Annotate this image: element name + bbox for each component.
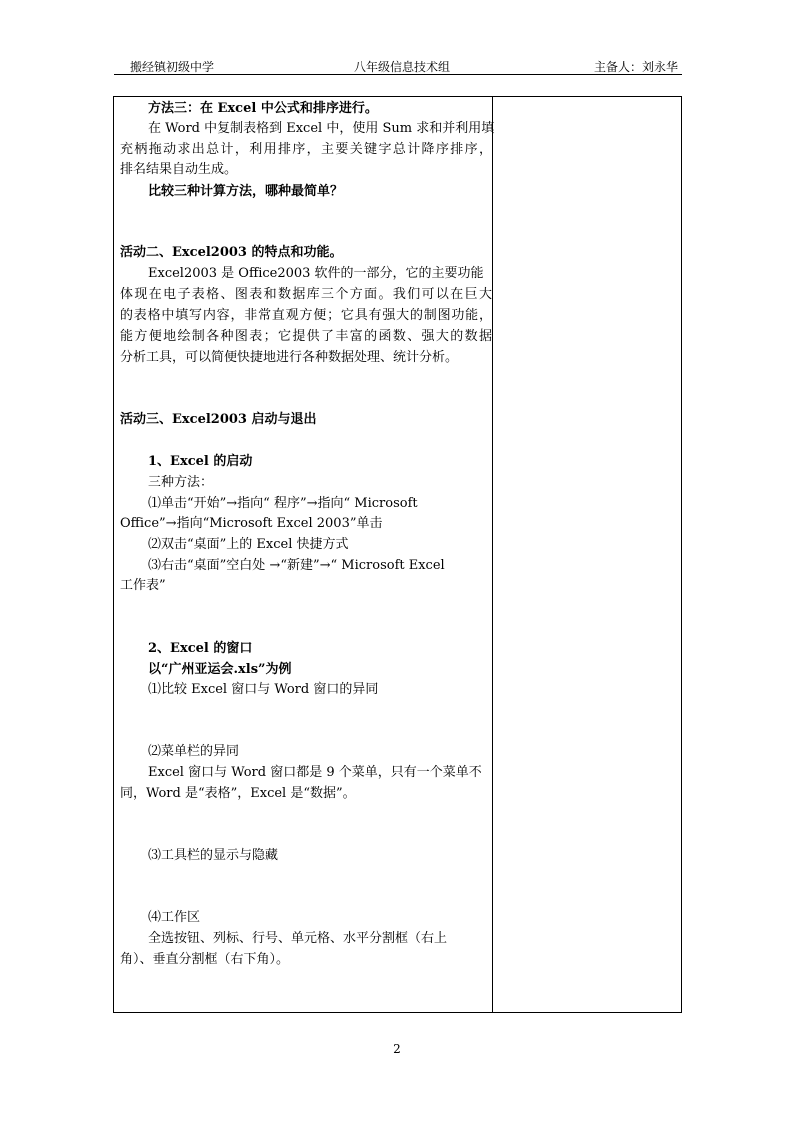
method3-line3: 排名结果自动生成。 bbox=[120, 162, 238, 177]
activity2-line: 的表格中填写内容，非常直观方便；它具有强大的制图功能， bbox=[120, 308, 492, 323]
startup-step1-b: Office”→指向“Microsoft Excel 2003”单击 bbox=[120, 516, 383, 531]
page-header bbox=[114, 56, 682, 74]
activity2-line: Excel2003 是 Office2003 软件的一部分，它的主要功能 bbox=[148, 266, 484, 281]
window-item4-b: 角）、垂直分割框（右下角）。 bbox=[120, 952, 290, 967]
header-school: 搬经镇初级中学 bbox=[130, 60, 215, 74]
activity2-line: 能方便地绘制各种图表；它提供了丰富的函数、强大的数据 bbox=[120, 329, 492, 344]
startup-intro: 三种方法： bbox=[148, 475, 214, 490]
activity2-line: 体现在电子表格、图表和数据库三个方面。我们可以在巨大 bbox=[120, 287, 492, 302]
notes-cell bbox=[493, 97, 681, 1012]
startup-step3-a: ⑶右击“桌面”空白处 →“新建”→“ Microsoft Excel bbox=[148, 558, 445, 573]
window-item2-a: Excel 窗口与 Word 窗口都是 9 个菜单，只有一个菜单不 bbox=[148, 765, 482, 780]
method3-line1: 在 Word 中复制表格到 Excel 中，使用 Sum 求和并利用填 bbox=[148, 121, 495, 136]
header-preparer: 主备人：刘永华 bbox=[593, 60, 678, 74]
startup-step3-b: 工作表” bbox=[120, 578, 166, 593]
method3-question: 比较三种计算方法，哪种最简单？ bbox=[148, 184, 344, 199]
activity2-title: 活动二、Excel2003 的特点和功能。 bbox=[120, 245, 343, 260]
method3-line2: 充柄拖动求出总计，利用排序，主要关键字总计降序排序， bbox=[120, 142, 492, 157]
window-item1: ⑴比较 Excel 窗口与 Word 窗口的异同 bbox=[148, 682, 379, 697]
lesson-table bbox=[113, 96, 682, 1013]
header-rule bbox=[114, 74, 682, 75]
activity2-line: 分析工具，可以简便快捷地进行各种数据处理、统计分析。 bbox=[120, 350, 459, 365]
window-item3: ⑶工具栏的显示与隐藏 bbox=[148, 848, 279, 863]
window-item4-a: 全选按钮、列标、行号、单元格、水平分割框（右上 bbox=[148, 931, 448, 946]
page-number: 2 bbox=[393, 1042, 401, 1056]
window-heading: 2、Excel 的窗口 bbox=[148, 641, 253, 656]
method3-title: 方法三：在 Excel 中公式和排序进行。 bbox=[148, 101, 378, 116]
window-example: 以“广州亚运会.xls”为例 bbox=[148, 662, 292, 677]
window-item2: ⑵菜单栏的异同 bbox=[148, 744, 240, 759]
window-item4: ⑷工作区 bbox=[148, 910, 201, 925]
activity3-title: 活动三、Excel2003 启动与退出 bbox=[120, 412, 317, 427]
startup-step2: ⑵双击“桌面”上的 Excel 快捷方式 bbox=[148, 537, 349, 552]
header-group: 八年级信息技术组 bbox=[354, 60, 451, 74]
startup-step1-a: ⑴单击“开始”→指向“ 程序”→指向“ Microsoft bbox=[148, 496, 418, 511]
window-item2-b: 同，Word 是“表格”，Excel 是“数据”。 bbox=[120, 786, 356, 801]
startup-heading: 1、Excel 的启动 bbox=[148, 454, 253, 469]
